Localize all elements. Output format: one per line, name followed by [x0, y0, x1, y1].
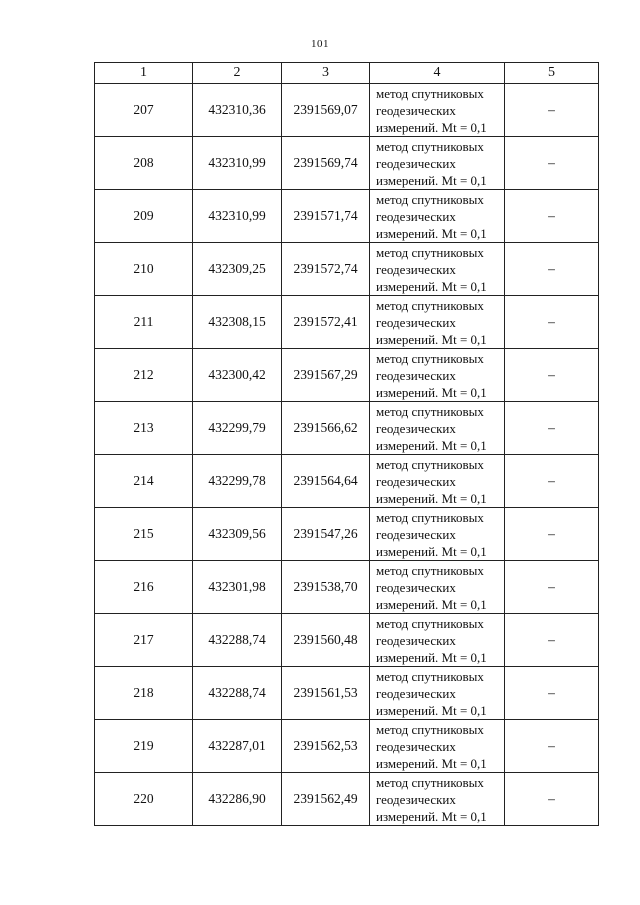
method-line: измерений. Mt = 0,1 [376, 278, 487, 294]
method-line: измерений. Mt = 0,1 [376, 596, 487, 612]
method-cell [370, 667, 505, 720]
note-cell: – [505, 561, 599, 614]
point-number-cell: 218 [95, 667, 193, 720]
table-row [95, 561, 599, 614]
note-cell: – [505, 296, 599, 349]
method-line: измерений. Mt = 0,1 [376, 437, 487, 453]
header-col-3: 3 [282, 63, 370, 84]
method-line: геодезических [376, 314, 456, 330]
table-row [95, 190, 599, 243]
method-line: геодезических [376, 261, 456, 277]
coordinate-x-cell: 432308,15 [193, 296, 282, 349]
method-line: измерений. Mt = 0,1 [376, 755, 487, 771]
table-row [95, 455, 599, 508]
method-cell [370, 614, 505, 667]
note-cell: – [505, 84, 599, 137]
page-number: 101 [311, 38, 329, 50]
coordinate-x-cell: 432309,56 [193, 508, 282, 561]
coordinate-x-cell: 432301,98 [193, 561, 282, 614]
method-cell [370, 508, 505, 561]
method-cell [370, 720, 505, 773]
method-line: метод спутниковых [376, 774, 484, 790]
method-cell [370, 773, 505, 826]
point-number-cell: 211 [95, 296, 193, 349]
method-line: измерений. Mt = 0,1 [376, 702, 487, 718]
coordinate-y-cell: 2391566,62 [282, 402, 370, 455]
header-row [95, 63, 599, 84]
method-line: метод спутниковых [376, 191, 484, 207]
method-line: метод спутниковых [376, 721, 484, 737]
table-row [95, 720, 599, 773]
coordinate-y-cell: 2391572,74 [282, 243, 370, 296]
coordinate-x-cell: 432288,74 [193, 614, 282, 667]
method-line: метод спутниковых [376, 403, 484, 419]
table-row [95, 667, 599, 720]
point-number-cell: 209 [95, 190, 193, 243]
method-line: измерений. Mt = 0,1 [376, 119, 487, 135]
note-cell: – [505, 508, 599, 561]
coordinate-x-cell: 432310,36 [193, 84, 282, 137]
method-cell [370, 137, 505, 190]
note-cell: – [505, 614, 599, 667]
coordinate-x-cell: 432309,25 [193, 243, 282, 296]
point-number-cell: 220 [95, 773, 193, 826]
point-number-cell: 217 [95, 614, 193, 667]
method-line: измерений. Mt = 0,1 [376, 384, 487, 400]
coordinate-y-cell: 2391572,41 [282, 296, 370, 349]
method-line: геодезических [376, 208, 456, 224]
point-number-cell: 213 [95, 402, 193, 455]
coordinate-x-cell: 432299,79 [193, 402, 282, 455]
table-row [95, 84, 599, 137]
coordinate-x-cell: 432288,74 [193, 667, 282, 720]
table-row [95, 402, 599, 455]
note-cell: – [505, 402, 599, 455]
note-cell: – [505, 455, 599, 508]
method-line: измерений. Mt = 0,1 [376, 225, 487, 241]
coordinate-y-cell: 2391562,49 [282, 773, 370, 826]
method-line: геодезических [376, 155, 456, 171]
coordinate-x-cell: 432310,99 [193, 137, 282, 190]
method-line: измерений. Mt = 0,1 [376, 172, 487, 188]
method-line: метод спутниковых [376, 138, 484, 154]
table-body [95, 84, 599, 826]
point-number-cell: 219 [95, 720, 193, 773]
method-line: геодезических [376, 791, 456, 807]
coordinate-y-cell: 2391560,48 [282, 614, 370, 667]
header-col-1: 1 [95, 63, 193, 84]
method-line: метод спутниковых [376, 615, 484, 631]
method-cell [370, 296, 505, 349]
method-line: измерений. Mt = 0,1 [376, 331, 487, 347]
note-cell: – [505, 137, 599, 190]
method-cell [370, 349, 505, 402]
table-row [95, 349, 599, 402]
method-line: геодезических [376, 102, 456, 118]
method-line: измерений. Mt = 0,1 [376, 649, 487, 665]
method-line: измерений. Mt = 0,1 [376, 808, 487, 824]
coordinate-x-cell: 432300,42 [193, 349, 282, 402]
method-cell [370, 455, 505, 508]
point-number-cell: 215 [95, 508, 193, 561]
point-number-cell: 208 [95, 137, 193, 190]
method-line: геодезических [376, 579, 456, 595]
note-cell: – [505, 720, 599, 773]
method-line: измерений. Mt = 0,1 [376, 490, 487, 506]
table-row [95, 508, 599, 561]
coordinate-y-cell: 2391571,74 [282, 190, 370, 243]
method-line: метод спутниковых [376, 350, 484, 366]
method-cell [370, 561, 505, 614]
method-cell [370, 402, 505, 455]
table-header [95, 63, 599, 84]
method-line: геодезических [376, 473, 456, 489]
method-line: геодезических [376, 367, 456, 383]
method-line: метод спутниковых [376, 562, 484, 578]
coordinate-x-cell: 432287,01 [193, 720, 282, 773]
coordinate-y-cell: 2391538,70 [282, 561, 370, 614]
method-cell [370, 84, 505, 137]
method-line: геодезических [376, 632, 456, 648]
method-line: метод спутниковых [376, 244, 484, 260]
coordinate-y-cell: 2391569,07 [282, 84, 370, 137]
coordinates-table [94, 62, 599, 826]
coordinate-y-cell: 2391562,53 [282, 720, 370, 773]
table-row [95, 296, 599, 349]
note-cell: – [505, 773, 599, 826]
point-number-cell: 210 [95, 243, 193, 296]
note-cell: – [505, 243, 599, 296]
coordinate-x-cell: 432286,90 [193, 773, 282, 826]
method-line: геодезических [376, 526, 456, 542]
method-line: геодезических [376, 685, 456, 701]
coordinate-x-cell: 432310,99 [193, 190, 282, 243]
coordinate-y-cell: 2391569,74 [282, 137, 370, 190]
method-line: метод спутниковых [376, 509, 484, 525]
method-line: геодезических [376, 738, 456, 754]
header-col-2: 2 [193, 63, 282, 84]
point-number-cell: 216 [95, 561, 193, 614]
coordinate-y-cell: 2391561,53 [282, 667, 370, 720]
method-line: метод спутниковых [376, 85, 484, 101]
coordinate-x-cell: 432299,78 [193, 455, 282, 508]
note-cell: – [505, 667, 599, 720]
header-col-4: 4 [370, 63, 505, 84]
method-cell [370, 190, 505, 243]
method-line: измерений. Mt = 0,1 [376, 543, 487, 559]
method-cell [370, 243, 505, 296]
table-row [95, 243, 599, 296]
table-row [95, 614, 599, 667]
note-cell: – [505, 349, 599, 402]
point-number-cell: 207 [95, 84, 193, 137]
coordinate-y-cell: 2391567,29 [282, 349, 370, 402]
method-line: геодезических [376, 420, 456, 436]
coordinate-y-cell: 2391564,64 [282, 455, 370, 508]
point-number-cell: 212 [95, 349, 193, 402]
table-row [95, 137, 599, 190]
coordinate-y-cell: 2391547,26 [282, 508, 370, 561]
note-cell: – [505, 190, 599, 243]
method-line: метод спутниковых [376, 456, 484, 472]
table-row [95, 773, 599, 826]
header-col-5: 5 [505, 63, 599, 84]
method-line: метод спутниковых [376, 297, 484, 313]
method-line: метод спутниковых [376, 668, 484, 684]
point-number-cell: 214 [95, 455, 193, 508]
